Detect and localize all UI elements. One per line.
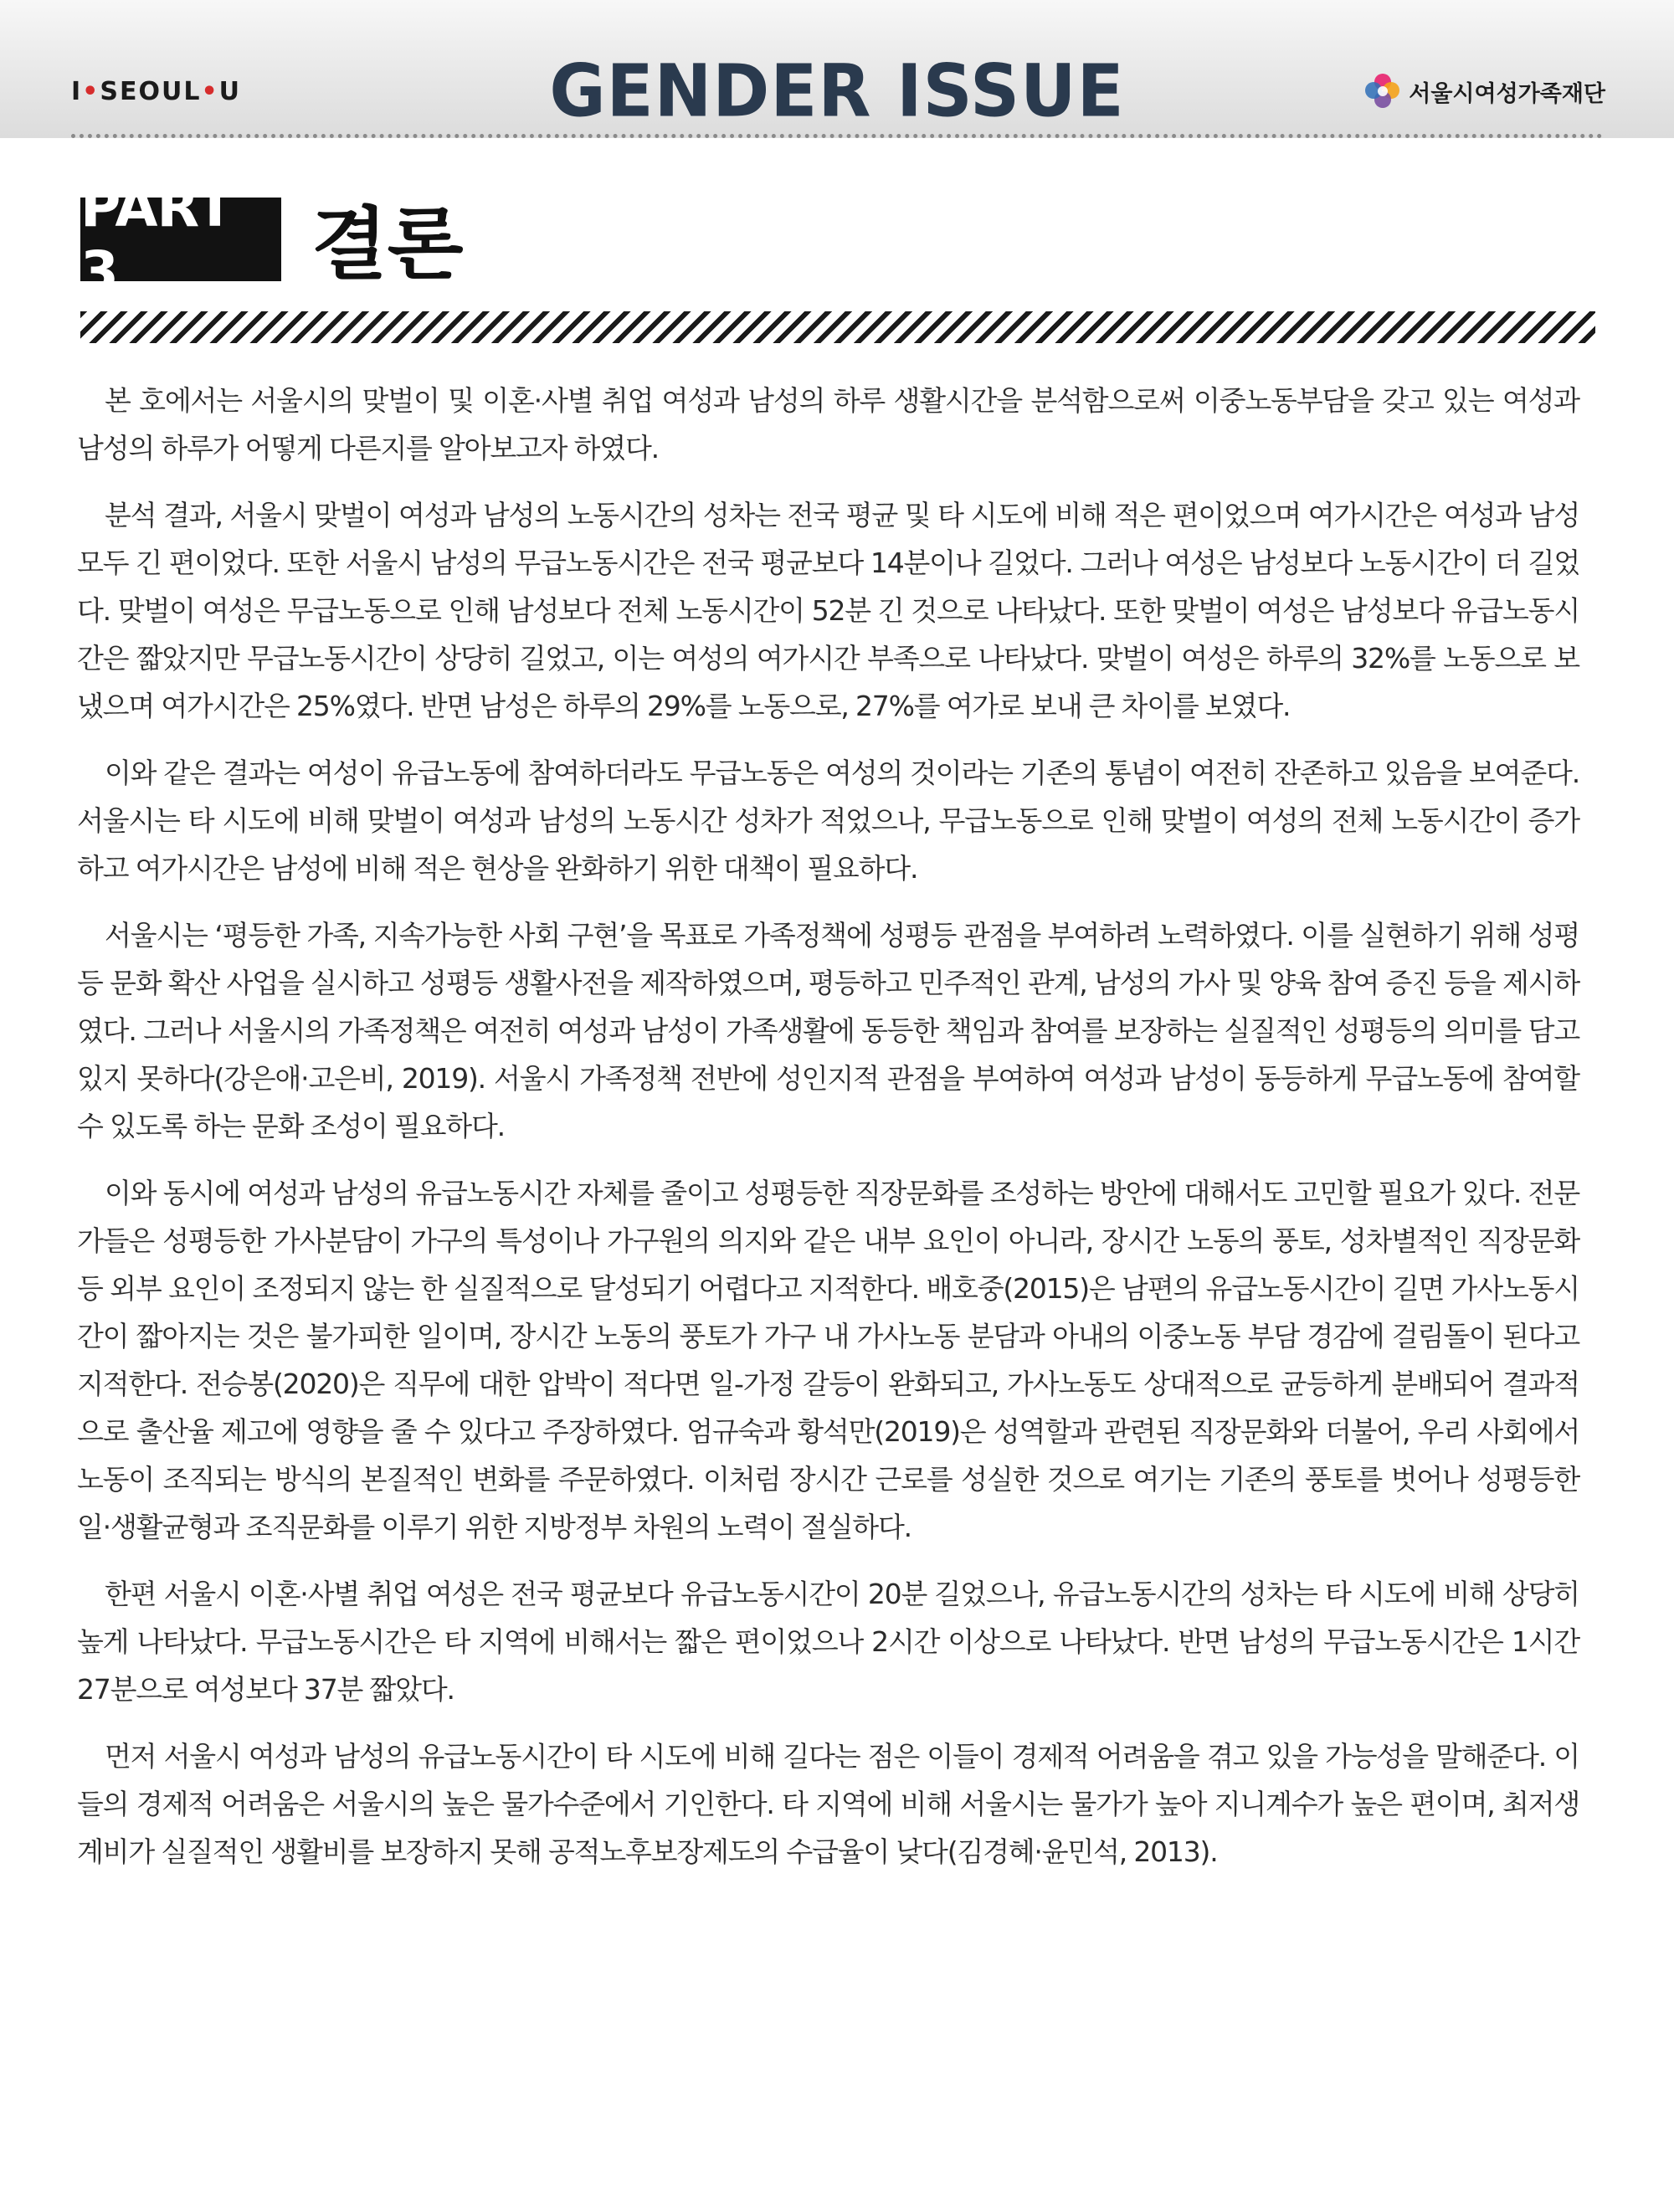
paragraph: 이와 같은 결과는 여성이 유급노동에 참여하더라도 무급노동은 여성의 것이라는 기존의 통념이 여전히 잔존하고 있음을 보여준다. 서울시는 타 시도에 비해 맞벌이 여성과 남성의 노동시간 성차가 적었으나, 무급노동으로 인해 맞벌이 여성의 전체 노동시간이 증가하고 여가시간은 남성에 비해 적은 현상을 완화하기 위한 대책이 필요하다. [77, 757, 1579, 885]
hatched-divider [80, 311, 1595, 343]
section-heading: 결론 [311, 198, 464, 290]
foundation-logo [1363, 72, 1605, 110]
foundation-name: 서울시여성가족재단 [1409, 80, 1605, 107]
header-title: GENDER ISSUE [549, 49, 1125, 134]
foundation-flower-icon [1363, 72, 1402, 110]
header-dotted-divider [71, 134, 1603, 138]
paragraph: 서울시는 ‘평등한 가족, 지속가능한 사회 구현’을 목표로 가족정책에 성평등 관점을 부여하려 노력하였다. 이를 실현하기 위해 성평등 문화 확산 사업을 실시하고 성평등 생활사전을 제작하였으며, 평등하고 민주적인 관계, 남성의 가사 및 양육 참여 증진 등을 제시하였다. 그러나 서울시의 가족정책은 여전히 여성과 남성이 가족생활에 동등한 책임과 참여를 보장하는 실질적인 성평등의 의미를 담고 있지 못하다(강은애·고은비, 2019). 서울시 가족정책 전반에 성인지적 관점을 부여하여 여성과 남성이 동등하게 무급노동에 참여할 수 있도록 하는 문화 조성이 필요하다. [77, 919, 1579, 1142]
paragraph: 한편 서울시 이혼·사별 취업 여성은 전국 평균보다 유급노동시간이 20분 길었으나, 유급노동시간의 성차는 타 시도에 비해 상당히 높게 나타났다. 무급노동시간은 타 지역에 비해서는 짧은 편이었으나 2시간 이상으로 나타났다. 반면 남성의 무급노동시간은 1시간 27분으로 여성보다 37분 짧았다. [77, 1578, 1579, 1706]
logo-left-seoul: SEOUL [100, 77, 202, 106]
paragraph: 먼저 서울시 여성과 남성의 유급노동시간이 타 시도에 비해 길다는 점은 이들이 경제적 어려움을 겪고 있을 가능성을 말해준다. 이들의 경제적 어려움은 서울시의 높은 물가수준에서 기인한다. 타 지역에 비해 서울시는 물가가 높아 지니계수가 높은 편이며, 최저생계비가 실질적인 생활비를 보장하지 못해 공적노후보장제도의 수급율이 낮다(김경혜·윤민석, 2013). [77, 1740, 1579, 1868]
logo-left-dot-1: • [82, 77, 100, 106]
part-label: PART 3 [80, 198, 281, 281]
body-text [77, 377, 1579, 1895]
logo-left-i: I [71, 77, 83, 106]
logo-left-dot-2: • [201, 77, 219, 106]
logo-left-u: U [218, 77, 242, 106]
page-header [0, 0, 1674, 138]
paragraph: 이와 동시에 여성과 남성의 유급노동시간 자체를 줄이고 성평등한 직장문화를 조성하는 방안에 대해서도 고민할 필요가 있다. 전문가들은 성평등한 가사분담이 가구의 특성이나 가구원의 의지와 같은 내부 요인이 아니라, 장시간 노동의 풍토, 성차별적인 직장문화 등 외부 요인이 조정되지 않는 한 실질적으로 달성되기 어렵다고 지적한다. 배호중(2015)은 남편의 유급노동시간이 길면 가사노동시간이 짧아지는 것은 불가피한 일이며, 장시간 노동의 풍토가 가구 내 가사노동 분담과 아내의 이중노동 부담 경감에 걸림돌이 된다고 지적한다. 전승봉(2020)은 직무에 대한 압박이 적다면 일-가정 갈등이 완화되고, 가사노동도 상대적으로 균등하게 분배되어 결과적으로 출산율 제고에 영향을 줄 수 있다고 주장하였다. 엄규숙과 황석만(2019)은 성역할과 관련된 직장문화와 더불어, 우리 사회에서 노동이 조직되는 방식의 본질적인 변화를 주문하였다. 이처럼 장시간 근로를 성실한 것으로 여기는 기존의 풍토를 벗어나 성평등한 일·생활균형과 조직문화를 이루기 위한 지방정부 차원의 노력이 절실하다. [77, 1177, 1579, 1543]
paragraph: 분석 결과, 서울시 맞벌이 여성과 남성의 노동시간의 성차는 전국 평균 및 타 시도에 비해 적은 편이었으며 여가시간은 여성과 남성 모두 긴 편이었다. 또한 서울시 남성의 무급노동시간은 전국 평균보다 14분이나 길었다. 그러나 여성은 남성보다 노동시간이 더 길었다. 맞벌이 여성은 무급노동으로 인해 남성보다 전체 노동시간이 52분 긴 것으로 나타났다. 또한 맞벌이 여성은 남성보다 유급노동시간은 짧았지만 무급노동시간이 상당히 길었고, 이는 여성의 여가시간 부족으로 나타났다. 맞벌이 여성은 하루의 32%를 노동으로 보냈으며 여가시간은 25%였다. 반면 남성은 하루의 29%를 노동으로, 27%를 여가로 보내 큰 차이를 보였다. [77, 499, 1579, 722]
paragraph: 본 호에서는 서울시의 맞벌이 및 이혼·사별 취업 여성과 남성의 하루 생활시간을 분석함으로써 이중노동부담을 갖고 있는 여성과 남성의 하루가 어떻게 다른지를 알아보고자 하였다. [77, 384, 1579, 464]
